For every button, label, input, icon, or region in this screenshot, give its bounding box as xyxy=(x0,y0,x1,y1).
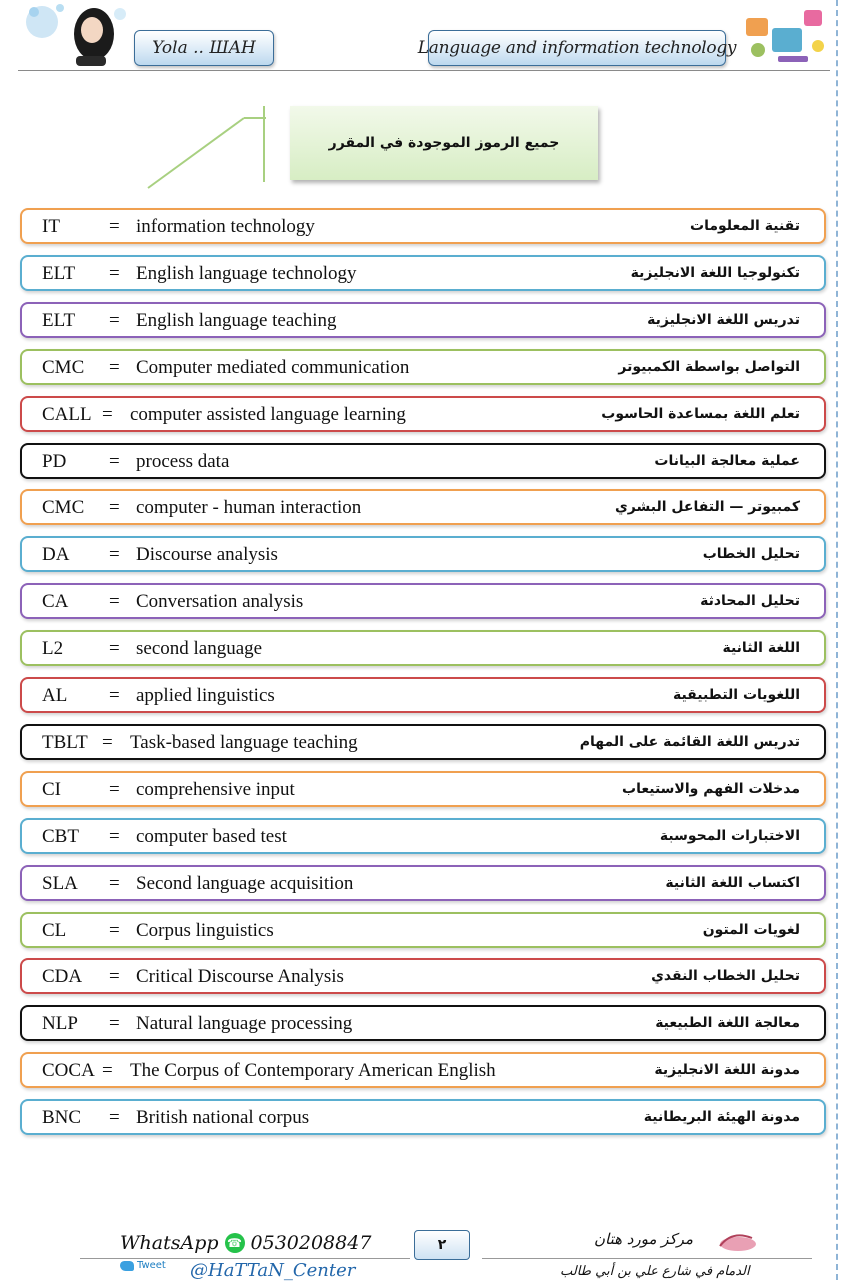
arabic-translation: الاختبارات المحوسبة xyxy=(659,828,800,844)
arabic-translation: اكتساب اللغة الثانية xyxy=(665,875,800,891)
english-term: Natural language processing xyxy=(136,1013,353,1034)
page-border-dashed xyxy=(836,0,838,1280)
abbreviation: DA xyxy=(42,544,70,565)
abbreviation: CI xyxy=(42,779,61,800)
abbreviation-row xyxy=(20,1005,826,1041)
page-title: جميع الرموز الموجودة في المقرر xyxy=(290,106,598,180)
abbreviation-row xyxy=(20,255,826,291)
equals-sign: = xyxy=(109,451,120,472)
abbreviation-row xyxy=(20,630,826,666)
abbreviation: AL xyxy=(42,685,68,706)
equals-sign: = xyxy=(109,826,120,847)
english-term: comprehensive input xyxy=(136,779,295,800)
equals-sign: = xyxy=(102,404,113,425)
twitter-bird-icon xyxy=(120,1261,134,1271)
arabic-translation: تعلم اللغة بمساعدة الحاسوب xyxy=(601,406,800,422)
english-term: applied linguistics xyxy=(136,685,275,706)
whatsapp-label: WhatsApp xyxy=(120,1232,219,1254)
english-term: Computer mediated communication xyxy=(136,357,410,378)
abbreviation: ELT xyxy=(42,310,76,331)
equals-sign: = xyxy=(109,920,120,941)
abbreviation-row xyxy=(20,536,826,572)
whatsapp-contact xyxy=(120,1232,371,1254)
english-term: Task-based language teaching xyxy=(130,732,358,753)
abbreviation-row xyxy=(20,818,826,854)
arabic-translation: مدونة اللغة الانجليزية xyxy=(654,1062,800,1078)
english-term: Critical Discourse Analysis xyxy=(136,966,344,987)
arabic-translation: اللغويات التطبيقية xyxy=(672,687,800,703)
tweet-badge[interactable] xyxy=(120,1260,166,1271)
abbreviation-row xyxy=(20,771,826,807)
equals-sign: = xyxy=(109,263,120,284)
abbreviation-row xyxy=(20,958,826,994)
arabic-translation: معالجة اللغة الطبيعية xyxy=(655,1015,800,1031)
english-term: British national corpus xyxy=(136,1107,310,1128)
english-term: The Corpus of Contemporary American English xyxy=(130,1060,496,1081)
twitter-handle[interactable]: @HaTTaN_Center xyxy=(190,1260,356,1281)
english-term: process data xyxy=(136,451,230,472)
decorative-lines xyxy=(140,100,270,192)
abbreviation: ELT xyxy=(42,263,76,284)
english-term: Second language acquisition xyxy=(136,873,354,894)
english-term: second language xyxy=(136,638,263,659)
arabic-translation: تحليل الخطاب النقدي xyxy=(651,968,800,984)
abbreviation: IT xyxy=(42,216,60,237)
abbreviation: CL xyxy=(42,920,67,941)
abbreviation-row xyxy=(20,1099,826,1135)
arabic-translation: تقنية المعلومات xyxy=(690,218,800,234)
center-address: الدمام في شارع علي بن أبي طالب xyxy=(560,1264,750,1279)
decorative-character-logo xyxy=(20,0,132,72)
abbreviation-row xyxy=(20,583,826,619)
abbreviation: PD xyxy=(42,451,67,472)
arabic-translation: اللغة الثانية xyxy=(722,640,800,656)
header-divider xyxy=(18,70,830,71)
abbreviation-row xyxy=(20,396,826,432)
arabic-translation: كمبيوتر — التفاعل البشري xyxy=(614,499,800,515)
english-term: English language technology xyxy=(136,263,357,284)
arabic-translation: تدريس اللغة الانجليزية xyxy=(647,312,800,328)
english-term: Conversation analysis xyxy=(136,591,304,612)
abbreviation-row xyxy=(20,724,826,760)
center-name: مركز مورد هتان xyxy=(594,1230,693,1248)
abbreviation-row xyxy=(20,1052,826,1088)
equals-sign: = xyxy=(109,1013,120,1034)
abbreviation: L2 xyxy=(42,638,64,659)
english-term: computer assisted language learning xyxy=(130,404,406,425)
equals-sign: = xyxy=(109,497,120,518)
arabic-translation: تحليل المحادثة xyxy=(700,593,800,609)
english-term: Corpus linguistics xyxy=(136,920,274,941)
abbreviation-row xyxy=(20,443,826,479)
english-term: computer based test xyxy=(136,826,287,847)
abbreviation-row xyxy=(20,865,826,901)
abbreviation: TBLT xyxy=(42,732,88,753)
equals-sign: = xyxy=(109,591,120,612)
equals-sign: = xyxy=(109,966,120,987)
equals-sign: = xyxy=(109,873,120,894)
equals-sign: = xyxy=(109,685,120,706)
arabic-translation: مدونة الهيئة البريطانية xyxy=(643,1109,800,1125)
center-logo-icon xyxy=(712,1228,760,1254)
equals-sign: = xyxy=(102,732,113,753)
equals-sign: = xyxy=(109,544,120,565)
arabic-translation: التواصل بواسطة الكمبيوتر xyxy=(618,359,800,375)
abbreviation: CALL xyxy=(42,404,92,425)
course-title-tag: Language and information technology xyxy=(428,30,726,66)
footer-divider-left xyxy=(80,1258,410,1259)
english-term: information technology xyxy=(136,216,315,237)
equals-sign: = xyxy=(109,357,120,378)
english-term: English language teaching xyxy=(136,310,337,331)
equals-sign: = xyxy=(102,1060,113,1081)
whatsapp-icon: ☎ xyxy=(225,1233,245,1253)
footer-divider-right xyxy=(482,1258,812,1259)
abbreviation-row xyxy=(20,208,826,244)
abbreviation-row xyxy=(20,349,826,385)
arabic-translation: لغويات المتون xyxy=(702,922,800,938)
tweet-label: Tweet xyxy=(137,1260,166,1271)
arabic-translation: تدريس اللغة القائمة على المهام xyxy=(579,734,800,750)
abbreviation: CA xyxy=(42,591,69,612)
abbreviation: CMC xyxy=(42,497,85,518)
english-term: computer - human interaction xyxy=(136,497,362,518)
phone-number: 0530208847 xyxy=(250,1232,372,1254)
abbreviation-row xyxy=(20,302,826,338)
arabic-translation: عملية معالجة البيانات xyxy=(654,453,800,469)
abbreviation: CDA xyxy=(42,966,83,987)
arabic-translation: تحليل الخطاب xyxy=(702,546,800,562)
abbreviation-row xyxy=(20,489,826,525)
abbreviation: CMC xyxy=(42,357,85,378)
abbreviation: COCA xyxy=(42,1060,95,1081)
equals-sign: = xyxy=(109,216,120,237)
abbreviation-row xyxy=(20,912,826,948)
abbreviation: SLA xyxy=(42,873,78,894)
arabic-translation: تكنولوجيا اللغة الانجليزية xyxy=(630,265,800,281)
equals-sign: = xyxy=(109,1107,120,1128)
author-name-tag: Yola .. ШAH xyxy=(134,30,274,66)
equals-sign: = xyxy=(109,779,120,800)
abbreviation: CBT xyxy=(42,826,79,847)
arabic-translation: مدخلات الفهم والاستيعاب xyxy=(622,781,800,797)
abbreviation: BNC xyxy=(42,1107,82,1128)
page-number: ٢ xyxy=(414,1230,470,1260)
decorative-technology-logo xyxy=(734,0,834,72)
abbreviation: NLP xyxy=(42,1013,78,1034)
equals-sign: = xyxy=(109,310,120,331)
equals-sign: = xyxy=(109,638,120,659)
english-term: Discourse analysis xyxy=(136,544,278,565)
abbreviation-row xyxy=(20,677,826,713)
